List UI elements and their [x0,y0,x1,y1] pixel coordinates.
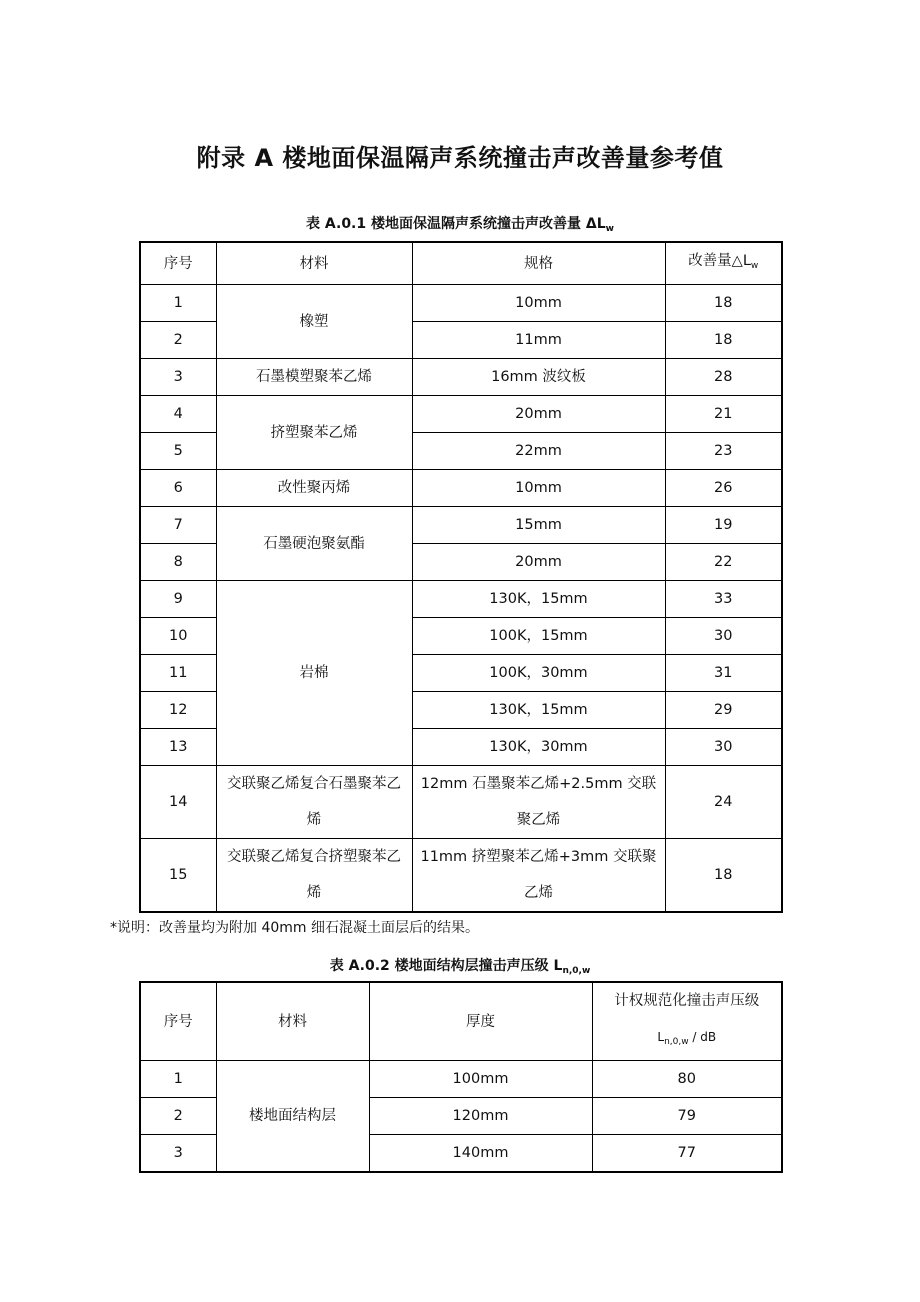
cell-no: 2 [140,322,216,359]
cell-material: 交联聚乙烯复合挤塑聚苯乙烯 [216,839,412,913]
cell-material: 楼地面结构层 [216,1061,369,1173]
cell-no: 4 [140,396,216,433]
cell-value: 18 [665,839,782,913]
cell-value: 18 [665,322,782,359]
header-material: 材料 [216,982,369,1061]
cell-spec: 12mm 石墨聚苯乙烯+2.5mm 交联聚乙烯 [412,766,665,839]
cell-value: 19 [665,507,782,544]
cell-spec: 15mm [412,507,665,544]
table1-caption-text: 表 A.0.1 楼地面保温隔声系统撞击声改善量 ΔL [306,216,606,232]
cell-spec: 16mm 波纹板 [412,359,665,396]
table-row [140,470,782,507]
cell-no: 5 [140,433,216,470]
cell-no: 14 [140,766,216,839]
table2-caption-sub: n,0,w [562,966,591,976]
cell-value: 23 [665,433,782,470]
cell-value: 24 [665,766,782,839]
cell-material: 挤塑聚苯乙烯 [216,396,412,470]
cell-spec: 20mm [412,544,665,581]
cell-no: 15 [140,839,216,913]
cell-value: 33 [665,581,782,618]
table-header-row [140,982,782,1061]
table-row [140,507,782,544]
cell-spec: 130K，15mm [412,692,665,729]
table-row [140,581,782,618]
table-row [140,396,782,433]
header-thickness: 厚度 [369,982,592,1061]
header-value [665,242,782,285]
cell-spec: 10mm [412,470,665,507]
cell-thickness: 100mm [369,1061,592,1098]
cell-no: 10 [140,618,216,655]
cell-no: 11 [140,655,216,692]
cell-spec: 130K，15mm [412,581,665,618]
header-value-line1: 计权规范化撞击声压级 [614,993,760,1009]
table-impact-improvement [139,241,783,913]
header-value-l: L [657,1030,665,1044]
cell-thickness: 140mm [369,1135,592,1173]
cell-value: 26 [665,470,782,507]
cell-no: 3 [140,1135,216,1173]
cell-value: 30 [665,729,782,766]
header-no: 序号 [140,242,216,285]
cell-material: 橡塑 [216,285,412,359]
header-value-line2 [599,1019,776,1060]
header-value-sub: n,0,w [664,1037,689,1047]
cell-spec: 11mm 挤塑聚苯乙烯+3mm 交联聚乙烯 [412,839,665,913]
table-row [140,285,782,322]
cell-spec: 130K，30mm [412,729,665,766]
cell-material: 石墨模塑聚苯乙烯 [216,359,412,396]
cell-value: 28 [665,359,782,396]
cell-no: 1 [140,1061,216,1098]
cell-value: 31 [665,655,782,692]
table2-caption [0,955,920,976]
table-row [140,839,782,913]
cell-spec: 11mm [412,322,665,359]
header-value [592,982,782,1061]
table-structural-impact-level [139,981,783,1173]
header-value-text: 改善量△L [688,253,751,269]
cell-no: 7 [140,507,216,544]
cell-value: 18 [665,285,782,322]
cell-no: 1 [140,285,216,322]
cell-material: 交联聚乙烯复合石墨聚苯乙烯 [216,766,412,839]
cell-no: 2 [140,1098,216,1135]
table-header-row [140,242,782,285]
table2-caption-text: 表 A.0.2 楼地面结构层撞击声压级 L [329,958,563,974]
page-title: 附录 A 楼地面保温隔声系统撞击声改善量参考值 [196,144,724,172]
cell-value: 22 [665,544,782,581]
header-no: 序号 [140,982,216,1061]
table1-caption-sub: w [605,224,614,234]
cell-spec: 10mm [412,285,665,322]
cell-spec: 100K，15mm [412,618,665,655]
cell-no: 8 [140,544,216,581]
header-material: 材料 [216,242,412,285]
table-row [140,1061,782,1098]
cell-spec: 22mm [412,433,665,470]
cell-value: 79 [592,1098,782,1135]
table-row [140,766,782,839]
cell-value: 30 [665,618,782,655]
cell-material: 改性聚丙烯 [216,470,412,507]
table-row [140,359,782,396]
header-value-unit: / dB [688,1030,717,1044]
cell-material: 岩棉 [216,581,412,766]
table1-note: *说明：改善量均为附加 40mm 细石混凝土面层后的结果。 [110,920,479,936]
cell-thickness: 120mm [369,1098,592,1135]
cell-value: 80 [592,1061,782,1098]
cell-no: 3 [140,359,216,396]
header-spec: 规格 [412,242,665,285]
cell-value: 29 [665,692,782,729]
cell-spec: 100K，30mm [412,655,665,692]
cell-no: 12 [140,692,216,729]
cell-no: 9 [140,581,216,618]
cell-spec: 20mm [412,396,665,433]
cell-value: 77 [592,1135,782,1173]
cell-material: 石墨硬泡聚氨酯 [216,507,412,581]
cell-no: 6 [140,470,216,507]
cell-value: 21 [665,396,782,433]
cell-no: 13 [140,729,216,766]
table1-caption [0,213,920,234]
header-value-sub: w [750,261,759,271]
